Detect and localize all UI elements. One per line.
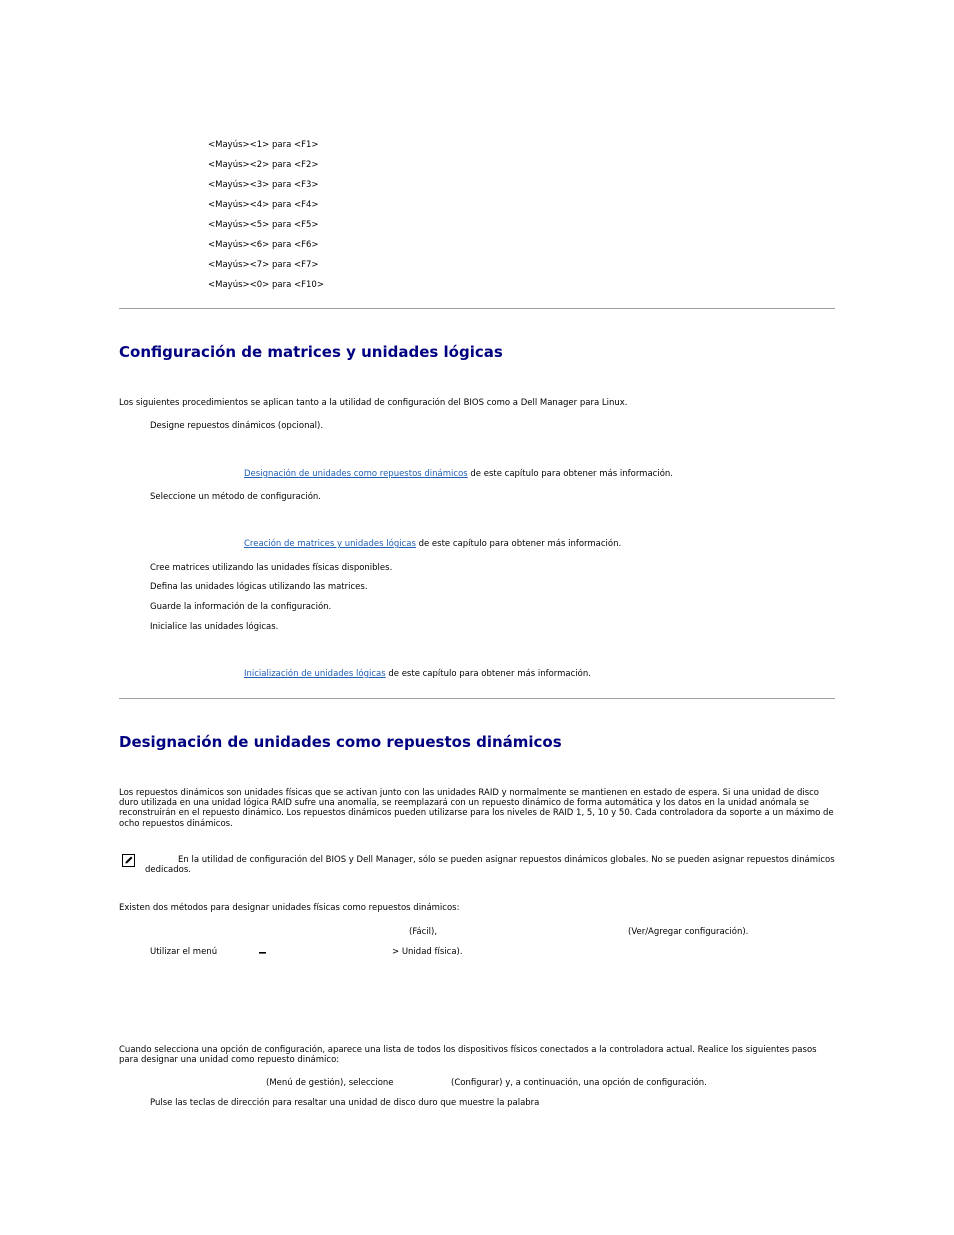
- step-item: Defina las unidades lógicas utilizando las matrices.: [150, 582, 368, 592]
- keymap-item: <Mayús><0> para <F10>: [208, 280, 324, 290]
- reference-text: de este capítulo para obtener más información.: [385, 669, 591, 679]
- keymap-item: <Mayús><3> para <F3>: [208, 180, 319, 190]
- methods-intro: Existen dos métodos para designar unidades físicas como repuestos dinámicos:: [119, 903, 460, 913]
- section-heading-configuracion: Configuración de matrices y unidades lógicas: [119, 343, 503, 361]
- method-fragment: Utilizar el menú: [150, 947, 218, 957]
- reference-line: [244, 469, 673, 480]
- keymap-item: <Mayús><5> para <F5>: [208, 220, 319, 230]
- keymap-item: <Mayús><6> para <F6>: [208, 240, 319, 250]
- divider: [119, 308, 835, 309]
- method-fragment: (Ver/Agregar configuración).: [628, 927, 749, 937]
- reference-line: [244, 539, 621, 550]
- keymap-item: <Mayús><1> para <F1>: [208, 140, 319, 150]
- step-item: Designe repuestos dinámicos (opcional).: [150, 421, 324, 431]
- step-fragment: (Configurar) y, a continuación, una opción de configuración.: [451, 1078, 707, 1088]
- link-designacion-repuestos[interactable]: Designación de unidades como repuestos dinámicos: [244, 469, 468, 479]
- step-item: Cree matrices utilizando las unidades físicas disponibles.: [150, 563, 393, 573]
- reference-line: [244, 669, 591, 680]
- step-fragment: (Menú de gestión), seleccione: [266, 1078, 394, 1088]
- keymap-item: <Mayús><2> para <F2>: [208, 160, 319, 170]
- link-inicializacion-unidades[interactable]: Inicialización de unidades lógicas: [244, 669, 386, 679]
- step-item: Guarde la información de la configuración.: [150, 602, 332, 612]
- section-intro: Los siguientes procedimientos se aplican tanto a la utilidad de configuración del BIOS como a Dell Manager para Linux.: [119, 398, 628, 408]
- method-fragment: > Unidad física).: [392, 947, 463, 957]
- divider: [119, 698, 835, 699]
- reference-text: de este capítulo para obtener más información.: [467, 469, 673, 479]
- section-heading-repuestos: Designación de unidades como repuestos dinámicos: [119, 733, 562, 751]
- method-fragment: (Fácil),: [409, 927, 438, 937]
- step-item: Inicialice las unidades lógicas.: [150, 622, 279, 632]
- note-pencil-icon: [122, 854, 135, 867]
- keymap-item: <Mayús><7> para <F7>: [208, 260, 319, 270]
- section-paragraph: Los repuestos dinámicos son unidades físicas que se activan junto con las unidades RAID y normalmente se mantienen en estado de espera. Si una unidad de disco duro utilizada en una unidad lógica RAID sufre una anomalía, se reemplazará con un repuesto dinámico de forma automática y los datos en la unidad anómala se reconstruirán en el repuesto dinámico. Los repuestos dinámicos pueden utilizarse para los niveles de RAID 1, 5, 10 y 50. Cada controladora da soporte a un máximo de ocho repuestos dinámicos.: [119, 788, 834, 829]
- section-paragraph: Cuando selecciona una opción de configuración, aparece una lista de todos los dispositivos físicos conectados a la controladora actual. Realice los siguientes pasos para designar una unidad como repuesto dinámico:: [119, 1045, 817, 1066]
- note-text: En la utilidad de configuración del BIOS y Dell Manager, sólo se pueden asignar repuestos dinámicos globales. No se pueden asignar repuestos dinámicos dedicados.: [145, 855, 835, 876]
- link-creacion-matrices[interactable]: Creación de matrices y unidades lógicas: [244, 539, 416, 549]
- keymap-item: <Mayús><4> para <F4>: [208, 200, 319, 210]
- dash-icon: [259, 947, 267, 958]
- step-item: Seleccione un método de configuración.: [150, 492, 322, 502]
- reference-text: de este capítulo para obtener más información.: [415, 539, 622, 549]
- step-item: Pulse las teclas de dirección para resaltar una unidad de disco duro que muestre la palabra: [150, 1098, 540, 1108]
